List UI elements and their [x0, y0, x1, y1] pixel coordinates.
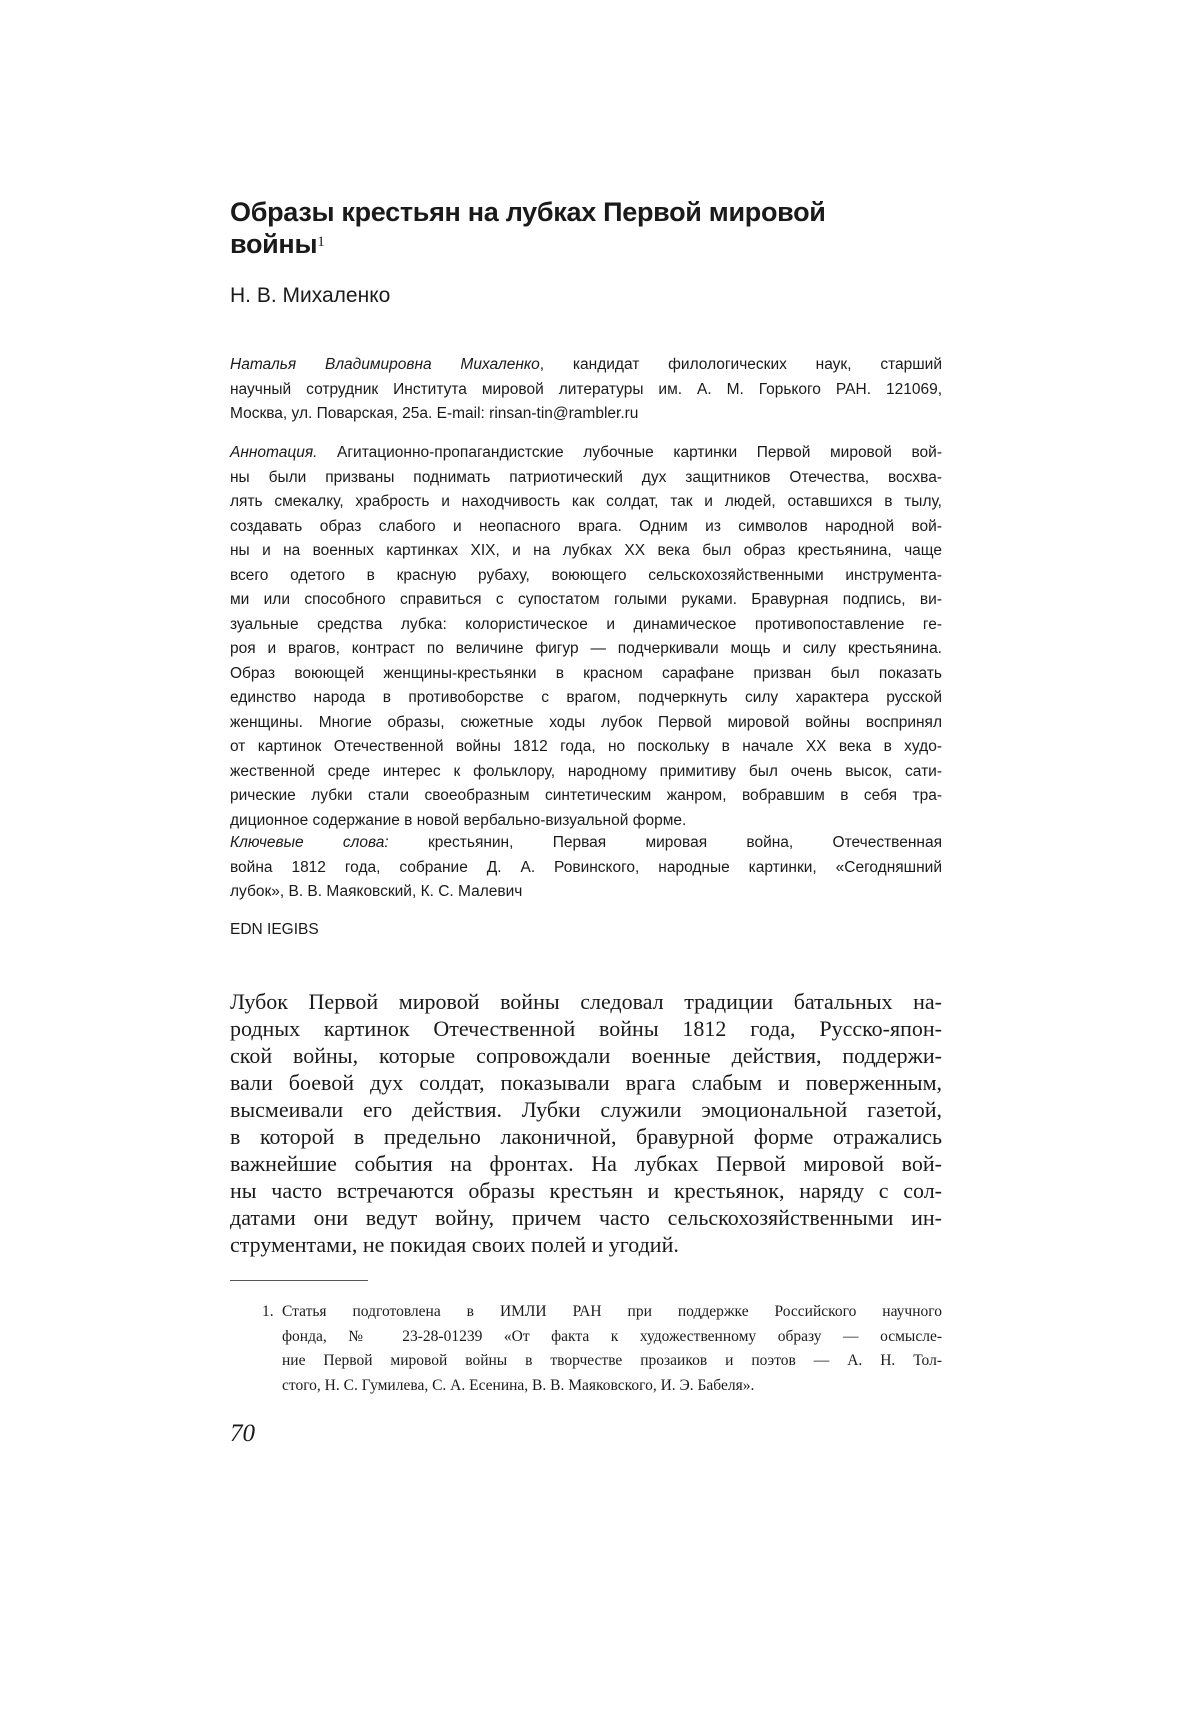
title-line: войны — [230, 229, 317, 259]
keywords — [230, 831, 942, 905]
text-line — [230, 402, 942, 427]
text-line — [230, 784, 942, 809]
text-line: ны часто встречаются образы крестьян и крестьянок, наряду с сол- — [230, 1177, 942, 1204]
page-number: 70 — [230, 1420, 255, 1448]
line-text: лять смекалку, храбрость и находчивость как солдат, так и людей, оставшихся в тылу, — [230, 493, 942, 510]
line-text: диционное содержание в новой вербально-визуальной форме. — [230, 812, 686, 829]
text-line — [230, 880, 942, 905]
text-line: родных картинок Отечественной войны 1812 года, Русско-япон- — [230, 1015, 942, 1042]
text-line — [230, 711, 942, 736]
text-line — [230, 735, 942, 760]
text-line — [230, 686, 942, 711]
text-line: важнейшие события на фронтах. На лубках Первой мировой вой- — [230, 1150, 942, 1177]
line-text: роя и врагов, контраст по величине фигур — подчеркивали мощь и силу крестьянина. — [230, 640, 942, 657]
line-text: единство народа в противоборстве с врагом, подчеркнуть силу характера русской — [230, 689, 942, 706]
text-line — [230, 809, 942, 834]
text-line — [230, 637, 942, 662]
italic-lead: Наталья Владимировна Михаленко — [230, 356, 540, 373]
text-line — [230, 613, 942, 638]
text-line — [230, 662, 942, 687]
text-line: Статья подготовлена в ИМЛИ РАН при поддержке Российского научного — [282, 1300, 942, 1325]
text-line — [230, 515, 942, 540]
text-line: ние Первой мировой войны в творчестве прозаиков и поэтов — А. Н. Тол- — [282, 1349, 942, 1374]
line-text: зуальные средства лубка: колористическое и динамическое противопоставление ге- — [230, 616, 942, 633]
text-line: в которой в предельно лаконичной, бравурной форме отражались — [230, 1123, 942, 1150]
text-line — [230, 539, 942, 564]
line-text: рические лубки стали своеобразным синтетическим жанром, вобравшим в себя тра- — [230, 787, 942, 804]
italic-lead: Ключевые слова: — [230, 834, 389, 851]
article-title — [230, 196, 942, 260]
footnote-divider — [230, 1280, 368, 1281]
text-line: Лубок Первой мировой войны следовал традиции батальных на- — [230, 988, 942, 1015]
line-text: ны и на военных картинках XIX, и на лубках XX века был образ крестьянина, чаще — [230, 542, 942, 559]
text-line — [230, 564, 942, 589]
text-line: высмеивали его действия. Лубки служили эмоциональной газетой, — [230, 1096, 942, 1123]
author-name: Н. В. Михаленко — [230, 284, 942, 308]
text-line — [230, 353, 942, 378]
text-line — [230, 441, 942, 466]
text-line — [230, 856, 942, 881]
edn-code: EDN IEGIBS — [230, 918, 942, 943]
line-text: Образ воюющей женщины-крестьянки в красном сарафане призван был показать — [230, 665, 942, 682]
text-line — [230, 588, 942, 613]
text-line: ской войны, которые сопровождали военные действия, поддержи- — [230, 1042, 942, 1069]
text-line: датами они ведут войну, причем часто сельскохозяйственными ин- — [230, 1204, 942, 1231]
line-text: создавать образ слабого и неопасного врага. Одним из символов народной вой- — [230, 518, 942, 535]
footnote-number: 1. — [262, 1300, 274, 1325]
line-text: лубок», В. В. Маяковский, К. С. Малевич — [230, 883, 522, 900]
italic-lead: Аннотация. — [230, 444, 317, 461]
text-line: фонда, № 23-28-01239 «От факта к художественному образу — осмысле- — [282, 1325, 942, 1350]
line-text: Агитационно-пропагандистские лубочные картинки Первой мировой вой- — [317, 444, 942, 461]
text-line — [230, 378, 942, 403]
line-text: Москва, ул. Поварская, 25а. E-mail: rinsan-tin@rambler.ru — [230, 405, 638, 422]
line-text: женщины. Многие образы, сюжетные ходы лубок Первой мировой войны воспринял — [230, 714, 942, 731]
text-line — [230, 760, 942, 785]
line-text: жественной среде интерес к фольклору, народному примитиву был очень высок, сати- — [230, 763, 942, 780]
line-text: от картинок Отечественной войны 1812 года, но поскольку в начале XX века в худо- — [230, 738, 942, 755]
footnote-mark: 1 — [317, 234, 324, 250]
footnote — [282, 1300, 942, 1398]
line-text: ми или способного справиться с супостатом голыми руками. Бравурная подпись, ви- — [230, 591, 942, 608]
abstract — [230, 441, 942, 833]
text-line: вали боевой дух солдат, показывали врага слабым и поверженным, — [230, 1069, 942, 1096]
text-line: стого, Н. С. Гумилева, С. А. Есенина, В. В. Маяковского, И. Э. Бабеля». — [282, 1374, 942, 1399]
line-text: , кандидат филологических наук, старший — [540, 356, 942, 373]
text-line — [230, 466, 942, 491]
line-text: всего одетого в красную рубаху, воюющего сельскохозяйственными инструмента- — [230, 567, 942, 584]
body-paragraph — [230, 988, 942, 1258]
title-line: Образы крестьян на лубках Первой мировой — [230, 196, 942, 228]
text-line — [230, 490, 942, 515]
line-text: научный сотрудник Института мировой литературы им. А. М. Горького РАН. 121069, — [230, 381, 942, 398]
text-line: струментами, не покидая своих полей и угодий. — [230, 1231, 942, 1258]
line-text: война 1812 года, собрание Д. А. Ровинского, народные картинки, «Сегодняшний — [230, 859, 942, 876]
author-affiliation — [230, 353, 942, 427]
line-text: ны были призваны поднимать патриотический дух защитников Отечества, восхва- — [230, 469, 942, 486]
text-line — [230, 831, 942, 856]
line-text: крестьянин, Первая мировая война, Отечественная — [389, 834, 942, 851]
